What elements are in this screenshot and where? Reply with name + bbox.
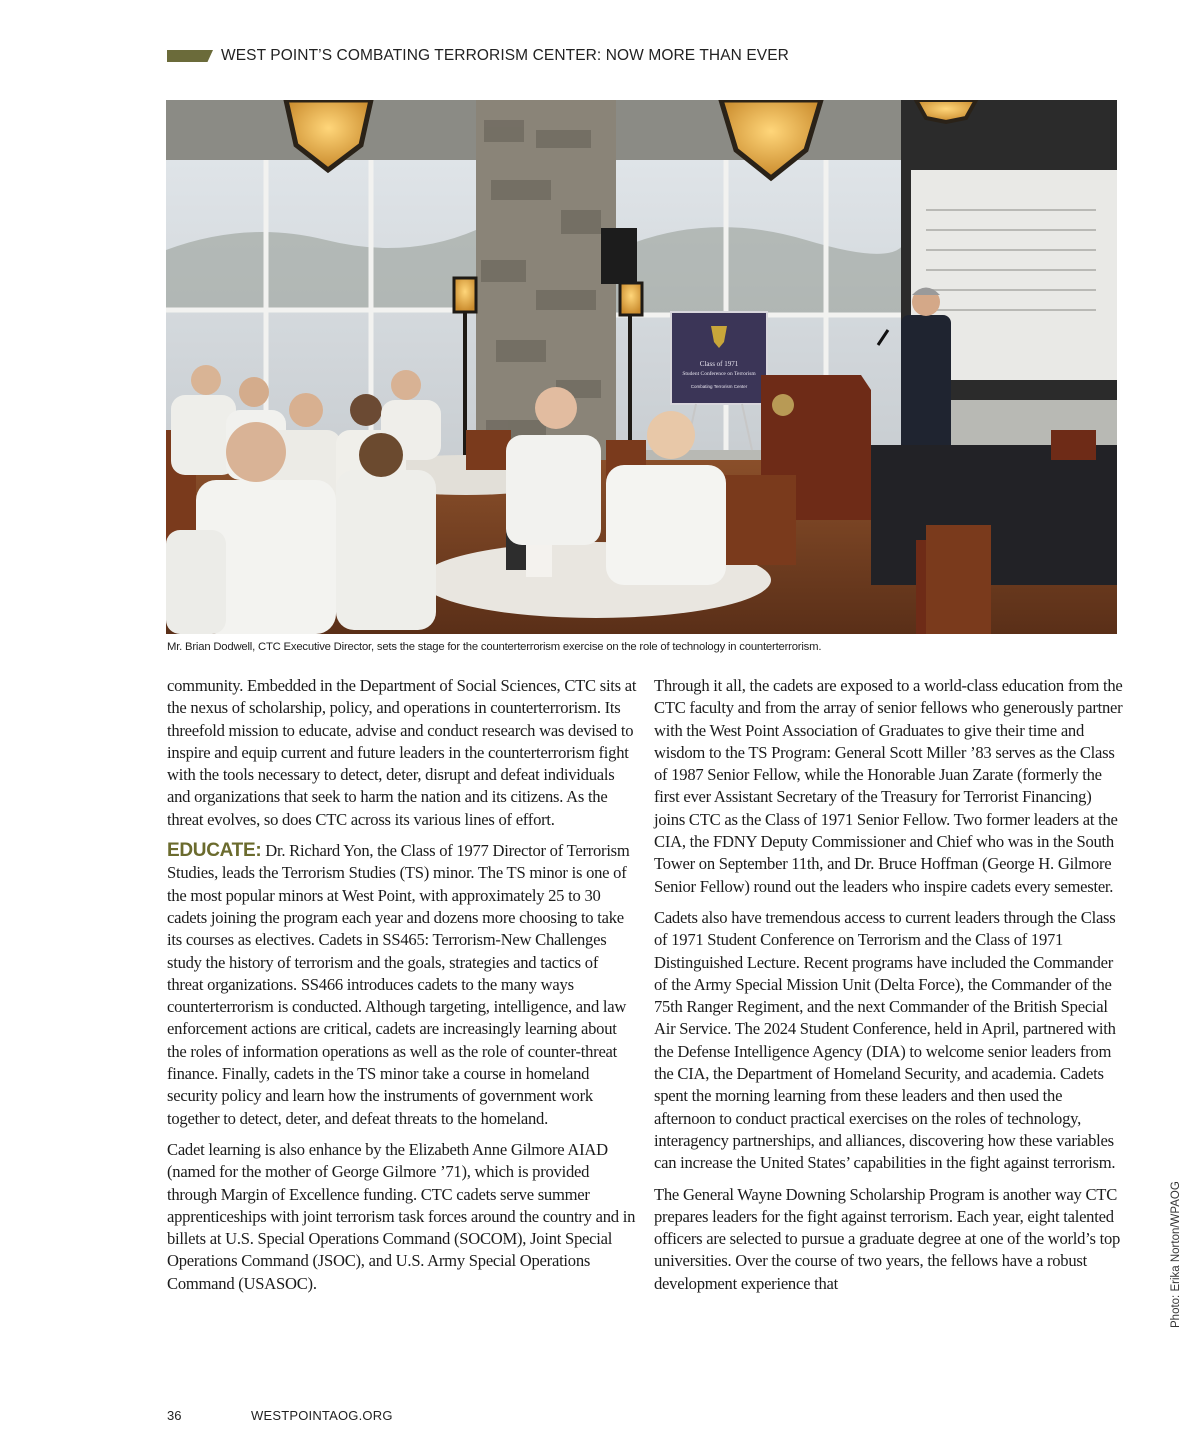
header-accent-bar [167,50,213,62]
footer-site: WESTPOINTAOG.ORG [251,1408,393,1423]
article-column-right [654,675,1124,1304]
paragraph: community. Embedded in the Department of Social Sciences, CTC sits at the nexus of scholarship, policy, and operations in counterterrorism. Its threefold mission to educate, advise and conduct research was devised to inspire and equip current and future leaders in the counterterrorism fight with the tools necessary to detect, deter, disrupt and defeat individuals and organizations that seek to harm the nation and its citizens. As the threat evolves, so does CTC across its various lines of effort. [167,676,637,829]
article-column-left [167,675,637,1304]
sign-line2: Student Conference on Terrorism [682,371,756,377]
sign-line1: Class of 1971 [699,360,739,368]
paragraph: Cadets also have tremendous access to current leaders through the Class of 1971 Student Conference on Terrorism and the Class of 1971 Distinguished Lecture. Recent programs have included the Commander of the Army Special Mission Unit (Delta Force), the Commander of the 75th Ranger Regiment, and the next Commander of the British Special Air Service. The 2024 Student Conference, held in April, partnered with the Defense Intelligence Agency (DIA) to welcome senior leaders from the CIA, the Department of Homeland Security, and academia. Cadets spent the morning learning from these leaders and then used the afternoon to conduct practical exercises on the roles of technology, interagency partnerships, and alliances, discovering how these variables can increase the United States’ capabilities in the fight against terrorism. [654,907,1116,1173]
running-header [167,44,789,68]
photo-caption: Mr. Brian Dodwell, CTC Executive Director, sets the stage for the counterterrorism exercise on the role of technology in counterterrorism. [167,641,822,653]
section-lead-educate: EDUCATE: [167,840,262,862]
paragraph-educate [167,840,637,1130]
paragraph-text: Dr. Richard Yon, the Class of 1977 Director of Terrorism Studies, leads the Terrorism Studies (TS) minor. The TS minor is one of the most popular minors at West Point, with approximately 25 to 30 cadets joining the program each year and dozens more choosing to take its courses as electives. Cadets in SS465: Terrorism-New Challenges study the history of terrorism and the goals, strategies and tactics of threat organizations. SS466 introduces cadets to the many ways counterterrorism is conducted. Although targeting, intelligence, and law enforcement actions are critical, cadets are increasingly learning about the roles of information operations as well as the role of counter-threat finance. Finally, cadets in the TS minor take a course in homeland security policy and learn how the instruments of government work together to detect, deter, and defeat threats to the homeland. [167,841,630,1128]
conference-photo-illustration [166,100,1117,634]
sign-line3: Combating Terrorism Center [690,384,748,389]
paragraph: The General Wayne Downing Scholarship Program is another way CTC prepares leaders for the fight against terrorism. Each year, eight talented officers are selected to pursue a graduate degree at one of the world’s top universities. Over the course of two years, the fellows have a robust development experience that [654,1184,1121,1293]
page-number: 36 [167,1408,182,1423]
paragraph: Cadet learning is also enhance by the Elizabeth Anne Gilmore AIAD (named for the mother of George Gilmore ’71), which is provided through Margin of Excellence funding. CTC cadets serve summer apprenticeships with joint terrorism task forces around the country and in billets at U.S. Special Operations Command (SOCOM), Joint Special Operations Command (JSOC), and U.S. Army Special Operations Command (USASOC). [167,1139,636,1293]
conference-photo [166,100,1117,634]
header-title: WEST POINT’S COMBATING TERRORISM CENTER: NOW MORE THAN EVER [221,47,789,64]
paragraph: Through it all, the cadets are exposed to a world-class education from the CTC faculty and from the array of senior fellows who generously partner with the West Point Association of Graduates to give their time and wisdom to the TS Program: General Scott Miller ’83 serves as the Class of 1987 Senior Fellow, while the Honorable Juan Zarate (formerly the first ever Assistant Secretary of the Treasury for Terrorist Financing) joins CTC as the Class of 1971 Senior Fellow. Two former leaders at the CIA, the FDNY Deputy Commissioner and Chief who was in the South Tower on September 11th, and Dr. Bruce Hoffman (George H. Gilmore Senior Fellow) round out the leaders who inspire cadets every semester. [654,676,1123,896]
photo-credit: Photo: Erika Norton/WPAOG [1170,1181,1182,1328]
